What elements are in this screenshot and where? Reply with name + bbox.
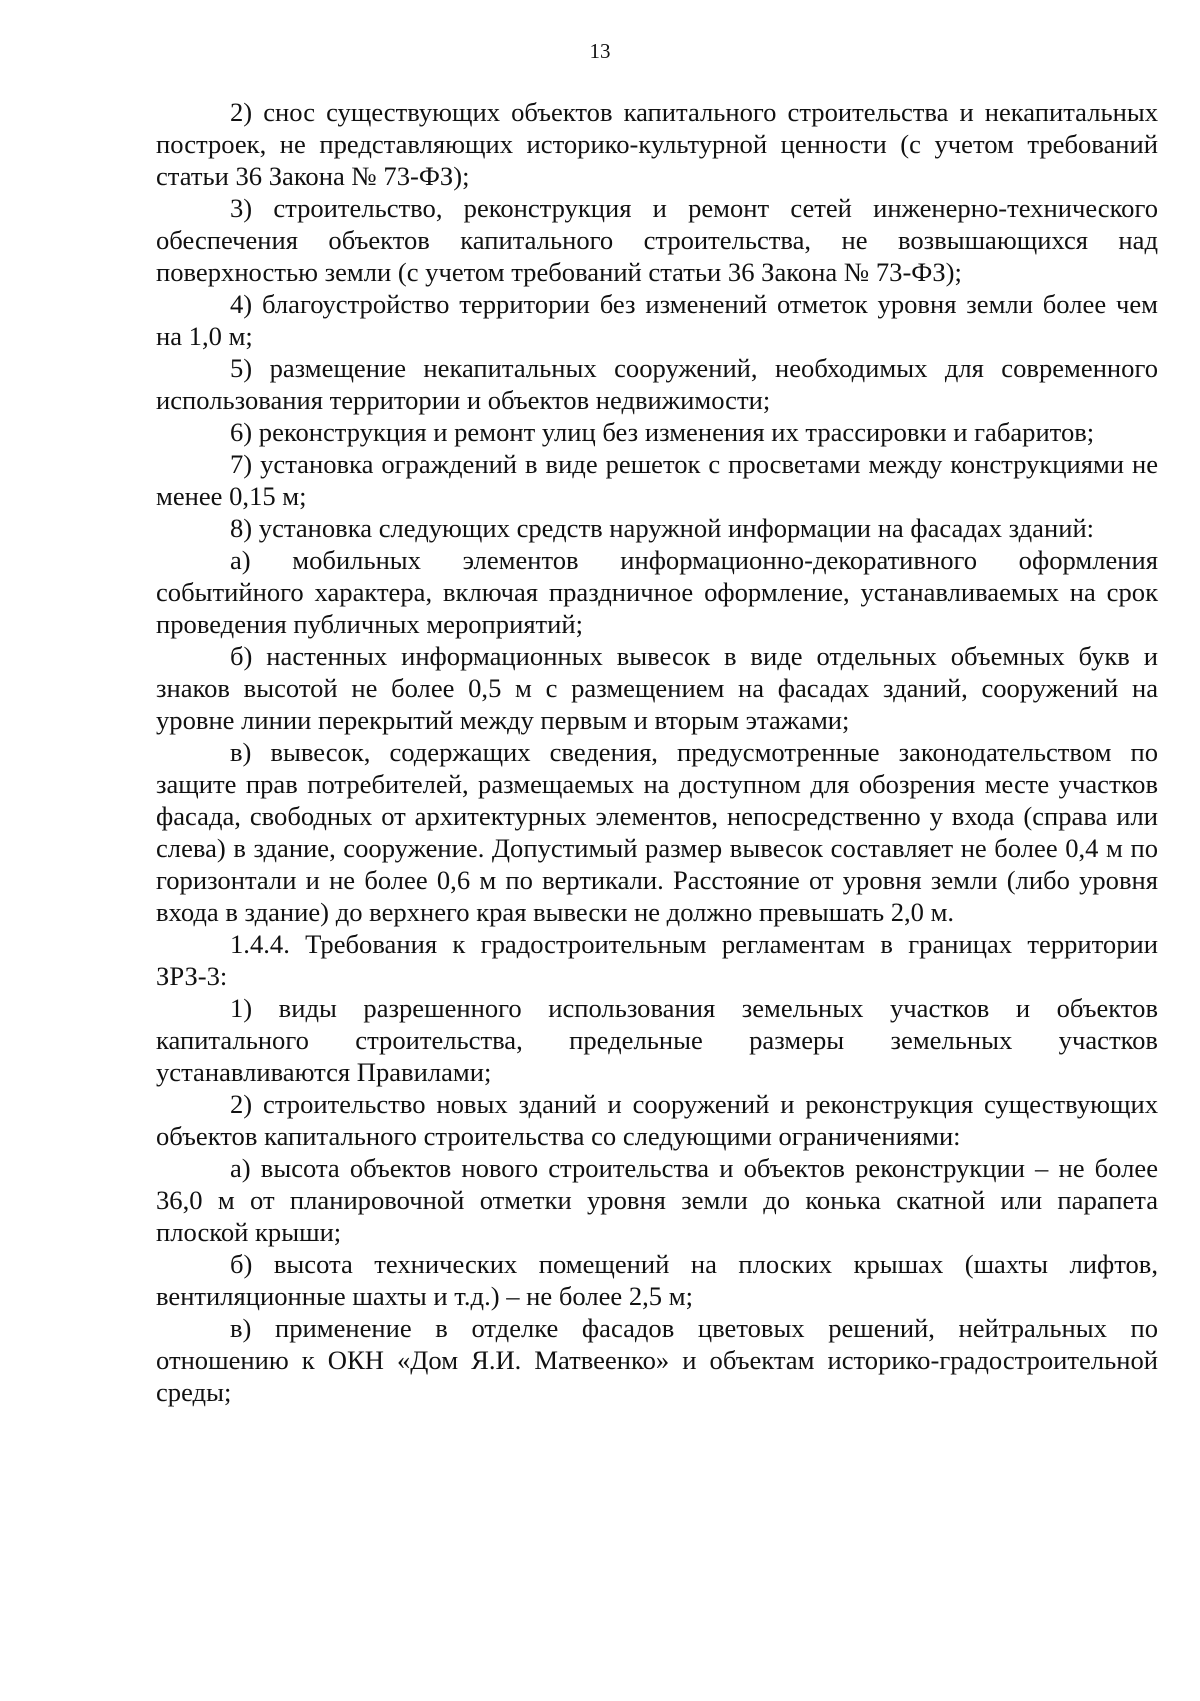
paragraph-subitem-b-wall-signs: б) настенных информационных вывесок в виде отдельных объемных букв и знаков высотой не более 0,5 м с размещением на фасадах зданий, сооружений на уровне линии перекрытий между первым и вторым этажами;	[156, 641, 1158, 735]
page-number: 13	[589, 39, 611, 63]
paragraph-item-7-fences: 7) установка ограждений в виде решеток с просветами между конструкциями не менее 0,15 м;	[156, 449, 1158, 511]
paragraph-zrz3-subitem-b-technical-rooms: б) высота технических помещений на плоских крышах (шахты лифтов, вентиляционные шахты и т.д.) – не более 2,5 м;	[156, 1249, 1158, 1311]
paragraph-zrz3-subitem-a-height: а) высота объектов нового строительства и объектов реконструкции – не более 36,0 м от планировочной отметки уровня земли до конька скатной или парапета плоской крыши;	[156, 1153, 1158, 1247]
paragraph-item-2-demolition: 2) снос существующих объектов капитального строительства и некапитальных построек, не представляющих историко-культурной ценности (с учетом требований статьи 36 Закона № 73-ФЗ);	[156, 97, 1158, 191]
paragraph-item-3-engineering-networks: 3) строительство, реконструкция и ремонт сетей инженерно-технического обеспечения объектов капитального строительства, не возвышающихся над поверхностью земли (с учетом требований статьи 36 Закона № 73-ФЗ);	[156, 193, 1158, 287]
paragraph-item-4-landscaping: 4) благоустройство территории без изменений отметок уровня земли более чем на 1,0 м;	[156, 289, 1158, 351]
paragraph-subitem-a-mobile-elements: а) мобильных элементов информационно-декоративного оформления событийного характера, включая праздничное оформление, устанавливаемых на срок проведения публичных мероприятий;	[156, 545, 1158, 639]
section-heading-1-4-4: 1.4.4. Требования к градостроительным регламентам в границах территории ЗРЗ-3:	[156, 929, 1158, 991]
paragraph-zrz3-item-1-permitted-use: 1) виды разрешенного использования земельных участков и объектов капитального строительства, предельные размеры земельных участков устанавливаются Правилами;	[156, 993, 1158, 1087]
paragraph-zrz3-item-2-construction: 2) строительство новых зданий и сооружений и реконструкция существующих объектов капитального строительства со следующими ограничениями:	[156, 1089, 1158, 1151]
paragraph-item-5-noncapital-structures: 5) размещение некапитальных сооружений, необходимых для современного использования территории и объектов недвижимости;	[156, 353, 1158, 415]
document-body	[156, 96, 1158, 1408]
paragraph-subitem-v-consumer-signs: в) вывесок, содержащих сведения, предусмотренные законодательством по защите прав потребителей, размещаемых на доступном для обозрения месте участков фасада, свободных от архитектурных элементов, непосредственно у входа (справа или слева) в здание, сооружение. Допустимый размер вывесок составляет не более 0,4 м по горизонтали и не более 0,6 м по вертикали. Расстояние от уровня земли (либо уровня входа в здание) до верхнего края вывески не должно превышать 2,0 м.	[156, 737, 1158, 927]
paragraph-zrz3-subitem-v-facade-colors: в) применение в отделке фасадов цветовых решений, нейтральных по отношению к ОКН «Дом Я.И. Матвеенко» и объектам историко-градостроительной среды;	[156, 1313, 1158, 1407]
paragraph-item-6-street-reconstruction: 6) реконструкция и ремонт улиц без изменения их трассировки и габаритов;	[230, 417, 1095, 447]
paragraph-item-8-outdoor-information: 8) установка следующих средств наружной информации на фасадах зданий:	[230, 513, 1095, 543]
